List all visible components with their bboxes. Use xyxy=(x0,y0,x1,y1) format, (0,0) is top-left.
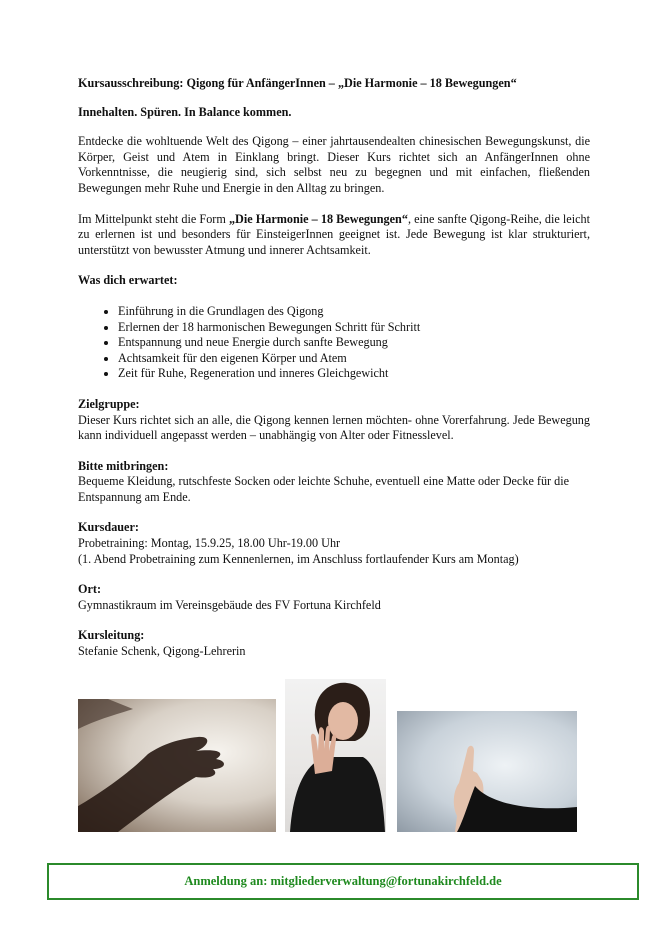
page-title: Kursausschreibung: Qigong für AnfängerInnen – „Die Harmonie – 18 Bewegungen“ xyxy=(78,76,517,90)
focus-prefix: Im Mittelpunkt steht die Form xyxy=(78,211,229,226)
list-item: • Zeit für Ruhe, Regeneration und inneres Gleichgewicht xyxy=(118,366,590,382)
photo-hand-closeup xyxy=(397,711,577,832)
tagline: Innehalten. Spüren. In Balance kommen. xyxy=(78,104,292,119)
list-item: • Achtsamkeit für den eigenen Körper und Atem xyxy=(118,351,590,367)
intro-paragraph: Entdecke die wohltuende Welt des Qigong – einer jahrtausendealten chinesischen Bewegungskunst, die Körper, Geist und Atem in Einklang bringt. Dieser Kurs richtet sich an AnfängerInnen ohne Vorkenntnisse, die neugierig sind, sich selbst neu zu begegnen und mit einfachen, fließenden Bewegungen mehr Ruhe und Energie in den Alltag zu bringen. xyxy=(78,134,590,195)
focus-paragraph xyxy=(78,212,590,259)
focus-suffix: , eine sanfte Qigong-Reihe, die leicht zu erlernen ist und besonders für EinsteigerInnen geeignet ist. Jede Bewegung ist klar strukturiert, unterstützt von bewusster Atmung und innerer Achtsamkeit. xyxy=(78,211,590,257)
list-item: • Erlernen der 18 harmonischen Bewegungen Schritt für Schritt xyxy=(118,320,590,336)
duration-line2: (1. Abend Probetraining zum Kennenlernen, im Anschluss fortlaufender Kurs am Montag) xyxy=(78,551,519,566)
focus-form-name: „Die Harmonie – 18 Bewegungen“ xyxy=(228,211,408,226)
location-text: Gymnastikraum im Vereinsgebäude des FV Fortuna Kirchfeld xyxy=(78,597,381,612)
bring-heading: Bitte mitbringen: xyxy=(78,458,169,473)
expect-heading: Was dich erwartet: xyxy=(78,273,178,288)
woman-illustration xyxy=(285,679,386,832)
duration-line1: Probetraining: Montag, 15.9.25, 18.00 Uhr-19.00 Uhr xyxy=(78,536,341,551)
photo-row xyxy=(78,679,590,834)
registration-box: Anmeldung an: mitgliederverwaltung@fortunakirchfeld.de xyxy=(47,863,639,900)
duration-text xyxy=(78,536,590,567)
location-heading: Ort: xyxy=(78,582,102,597)
hands-illustration xyxy=(78,699,276,832)
hand-illustration xyxy=(397,711,577,832)
list-item: • Entspannung und neue Energie durch sanfte Bewegung xyxy=(118,335,590,351)
expect-list xyxy=(78,304,590,382)
leader-text: Stefanie Schenk, Qigong-Lehrerin xyxy=(78,644,246,659)
document-body xyxy=(78,76,590,675)
target-heading: Zielgruppe: xyxy=(78,396,140,411)
photo-woman-gesture xyxy=(285,679,386,832)
leader-heading: Kursleitung: xyxy=(78,628,145,643)
list-item: • Einführung in die Grundlagen des Qigong xyxy=(118,304,590,320)
target-text: Dieser Kurs richtet sich an alle, die Qigong kennen lernen möchten- ohne Vorerfahrung. Jede Bewegung kann individuell angepasst werden – unabhängig von Alter oder Fitnesslevel. xyxy=(78,412,590,443)
photo-hands-blurred xyxy=(78,699,276,832)
bring-text: Bequeme Kleidung, rutschfeste Socken oder leichte Schuhe, eventuell eine Matte oder Decke für die Entspannung am Ende. xyxy=(78,474,570,504)
duration-heading: Kursdauer: xyxy=(78,520,139,535)
